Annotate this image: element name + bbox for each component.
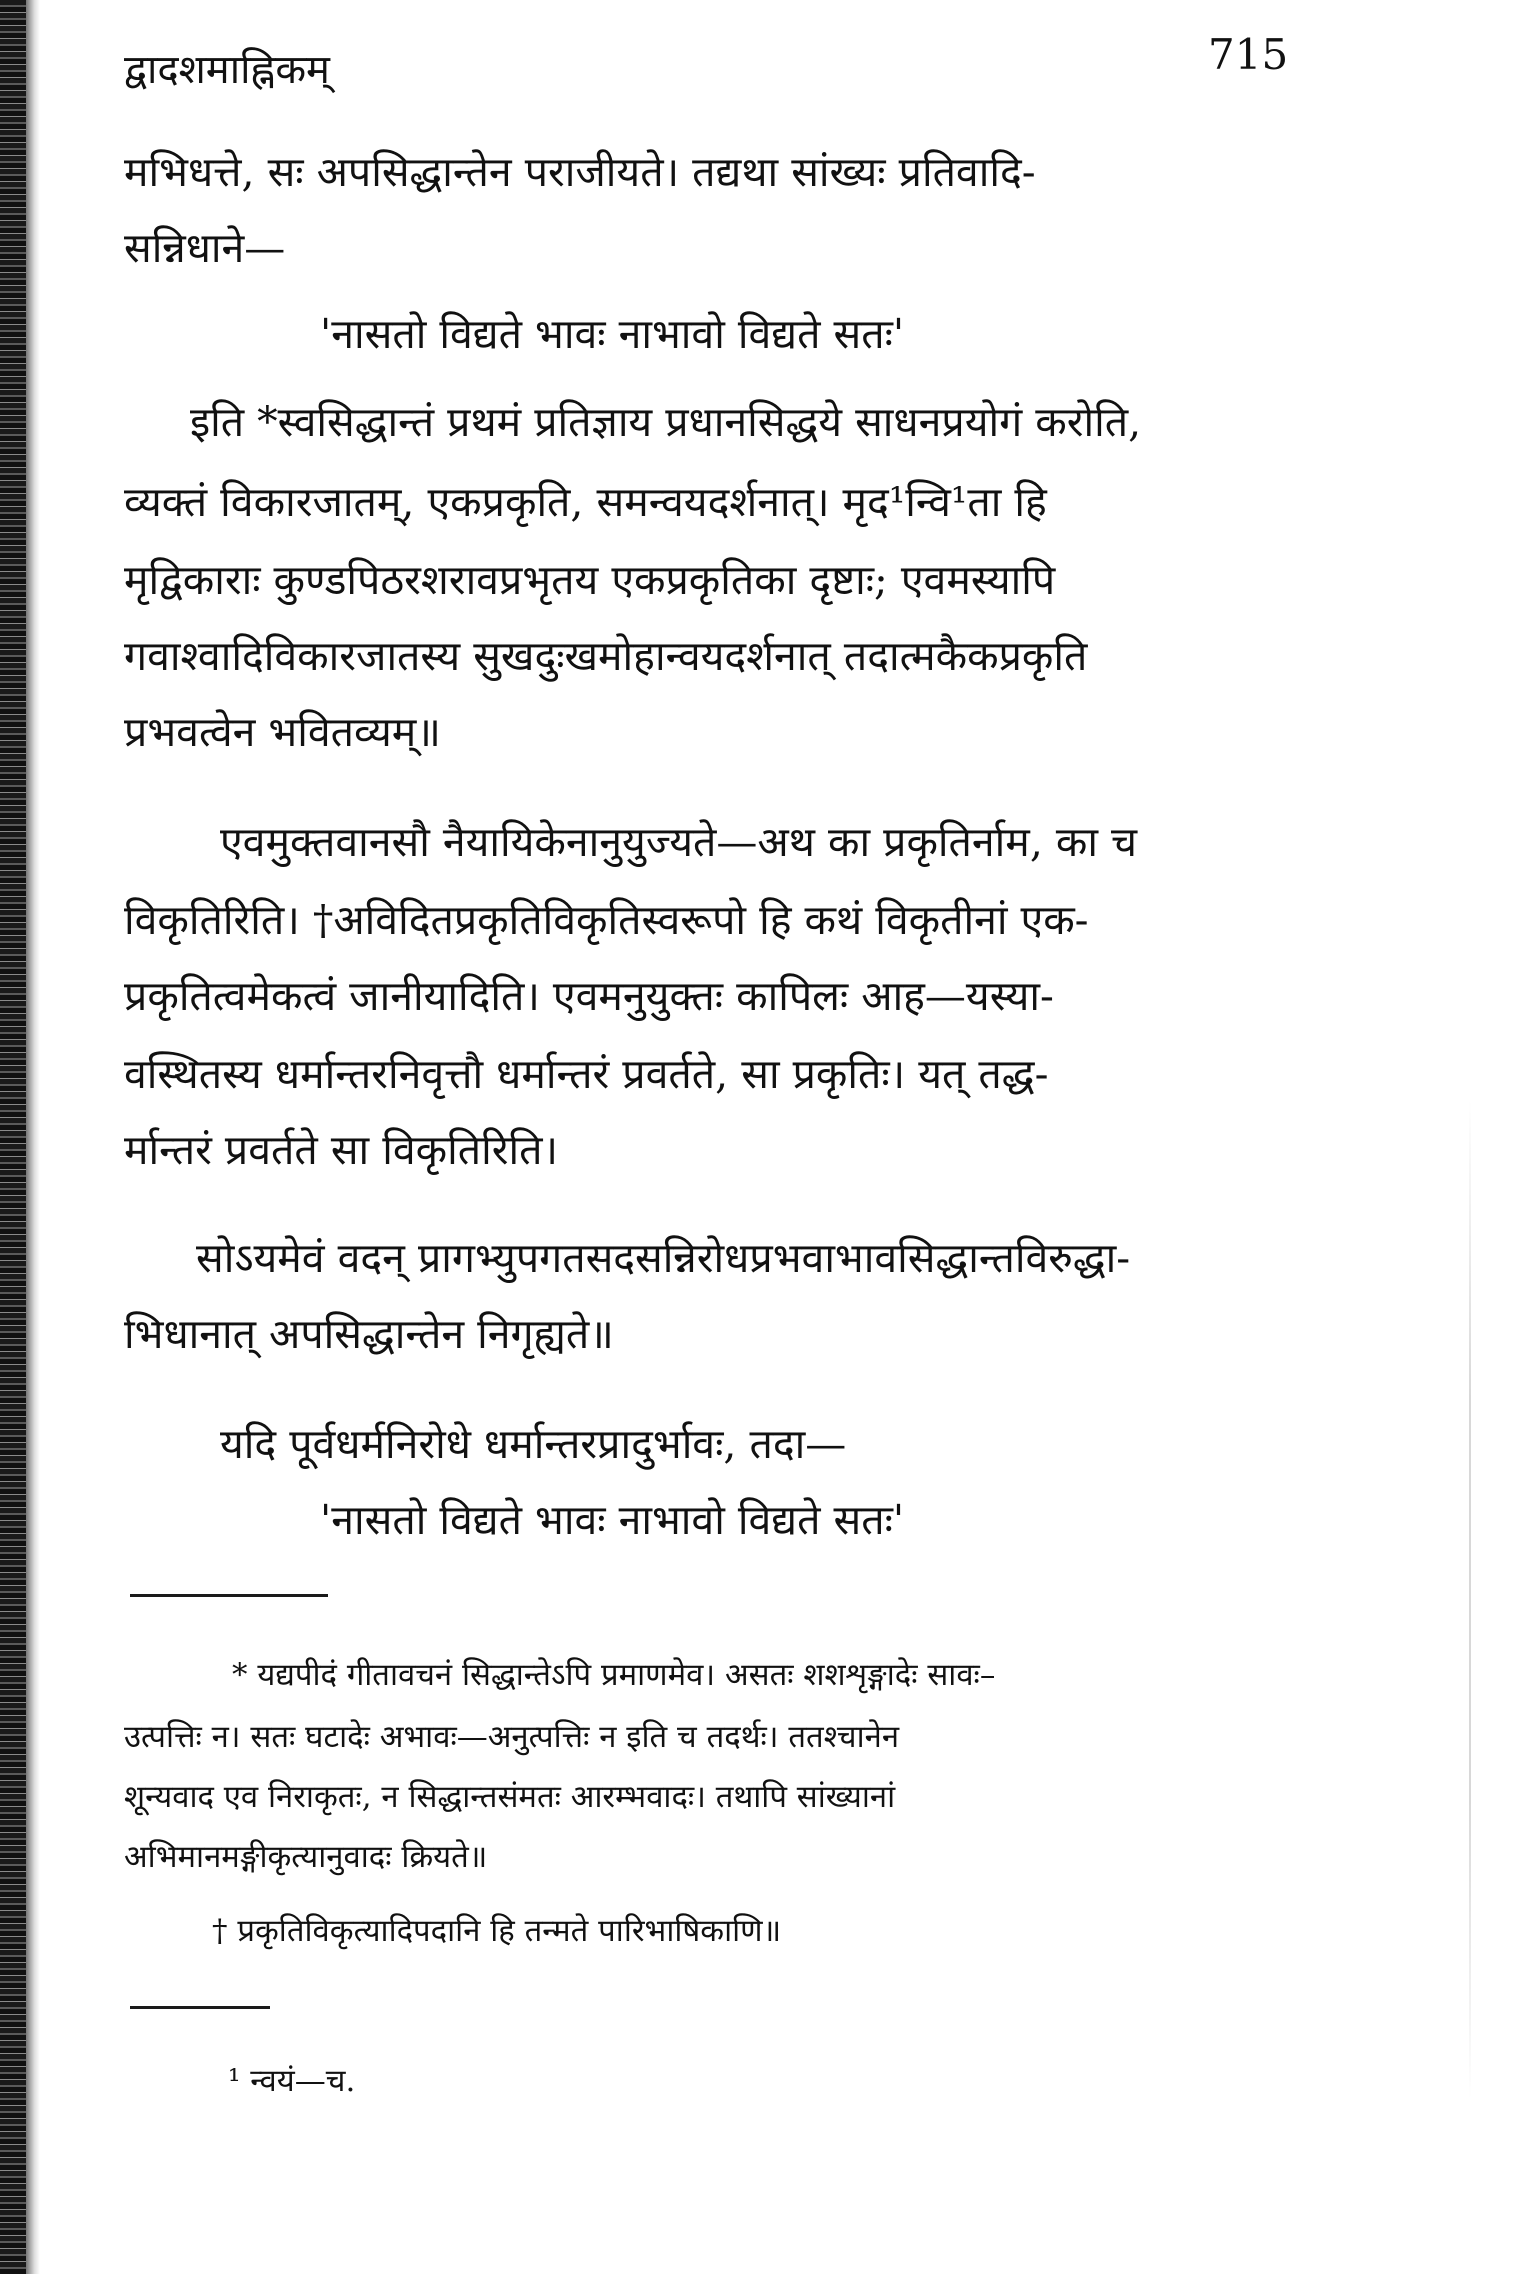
footnote-line: * यद्यपीदं गीतावचनं सिद्धान्तेऽपि प्रमाणमेव। असतः शशशृङ्गादेः सावः– (232, 1657, 996, 1693)
binding-shadow (26, 0, 40, 2274)
body-line: एवमुक्तवानसौ नैयायिकेनानुयुज्यते—अथ का प्रकृतिर्नाम, का च (220, 818, 1138, 866)
body-line: सन्निधाने— (124, 224, 286, 272)
body-line: वस्थितस्य धर्मान्तरनिवृत्तौ धर्मान्तरं प्रवर्तते, सा प्रकृतिः। यत् तद्ध- (124, 1050, 1049, 1098)
quote-line: 'नासतो विद्यते भावः नाभावो विद्यते सतः' (320, 310, 905, 358)
book-binding-edge (0, 0, 26, 2274)
footnote-rule (130, 2006, 270, 2009)
page-number: 715 (1208, 30, 1289, 79)
body-line: प्रकृतित्वमेकत्वं जानीयादिति। एवमनुयुक्तः कापिलः आह—यस्या- (124, 972, 1054, 1020)
footnote-rule (130, 1594, 328, 1597)
body-line: प्रभवत्वेन भवितव्यम्॥ (124, 708, 441, 756)
body-line: र्मान्तरं प्रवर्तते सा विकृतिरिति। (124, 1126, 559, 1174)
body-line: सोऽयमेवं वदन् प्रागभ्युपगतसदसन्निरोधप्रभवाभावसिद्धान्तविरुद्धा- (196, 1234, 1131, 1282)
quote-line: 'नासतो विद्यते भावः नाभावो विद्यते सतः' (320, 1496, 905, 1544)
footnote-line: अभिमानमङ्गीकृत्यानुवादः क्रियते॥ (124, 1839, 488, 1875)
body-line: इति *स्वसिद्धान्तं प्रथमं प्रतिज्ञाय प्रधानसिद्धये साधनप्रयोगं करोति, (190, 398, 1142, 446)
body-line: भिधानात् अपसिद्धान्तेन निगृह्यते॥ (124, 1310, 614, 1358)
body-line: गवाश्वादिविकारजातस्य सुखदुःखमोहान्वयदर्शनात् तदात्मकैकप्रकृति (124, 632, 1088, 680)
body-line: मृद्विकाराः कुण्डपिठरशरावप्रभृतय एकप्रकृतिका दृष्टाः; एवमस्यापि (124, 556, 1056, 604)
body-line: विकृतिरिति। †अविदितप्रकृतिविकृतिस्वरूपो हि कथं विकृतीनां एक- (124, 896, 1089, 944)
running-header-title: द्वादशमाह्निकम् (124, 47, 330, 93)
footnote-line: उत्पत्तिः न। सतः घटादेः अभावः—अनुत्पत्तिः न इति च तदर्थः। ततश्चानेन (124, 1719, 900, 1755)
body-line: मभिधत्ते, सः अपसिद्धान्तेन पराजीयते। तद्यथा सांख्यः प्रतिवादि- (124, 148, 1036, 196)
page-edge-line (1469, 1100, 1471, 2100)
body-line: व्यक्तं विकारजातम्, एकप्रकृति, समन्वयदर्शनात्। मृद¹न्वि¹ता हि (124, 478, 1047, 526)
footnote-line: शून्यवाद एव निराकृतः, न सिद्धान्तसंमतः आरम्भवादः। तथापि सांख्यानां (124, 1779, 896, 1815)
verse-line: यदि पूर्वधर्मनिरोधे धर्मान्तरप्रादुर्भावः, तदा— (220, 1420, 847, 1468)
footnote-dagger: † प्रकृतिविकृत्यादिपदानि हि तन्मते पारिभाषिकाणि॥ (212, 1913, 782, 1949)
variant-reading: ¹ न्वयं—च. (228, 2063, 356, 2099)
